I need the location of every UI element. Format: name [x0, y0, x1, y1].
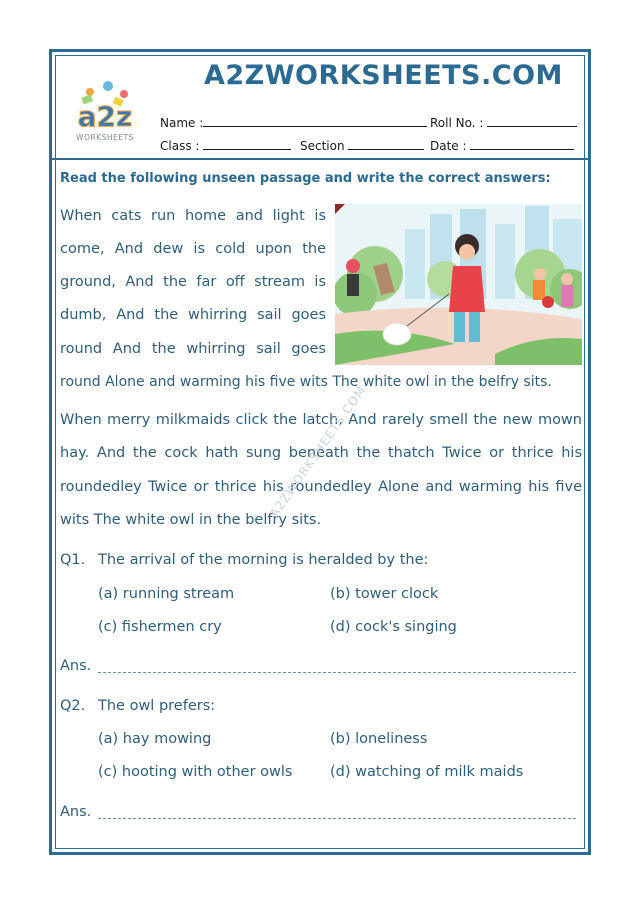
question-1-answer-line[interactable]	[98, 672, 576, 673]
question-2-option-c[interactable]: (c) hooting with other owls	[98, 764, 293, 780]
passage-line: come, And dew is cold upon the	[60, 241, 326, 257]
section-label: Section	[300, 139, 345, 153]
watermark: A2ZWORKSHEETS.COM	[267, 383, 369, 521]
passage-line: round And the whirring sail goes	[60, 341, 326, 357]
name-field[interactable]	[160, 115, 427, 130]
class-line[interactable]	[203, 138, 291, 150]
date-line[interactable]	[470, 138, 574, 150]
logo-letters: a2z	[77, 100, 133, 133]
date-field[interactable]	[430, 138, 574, 153]
passage-line: wits The white owl in the belfry sits.	[60, 512, 322, 528]
class-label: Class :	[160, 139, 200, 153]
passage-line: When merry milkmaids click the latch, And rarely smell the new mown	[60, 412, 582, 428]
roll-label: Roll No. :	[430, 116, 484, 130]
question-1-option-b[interactable]: (b) tower clock	[330, 586, 439, 602]
question-1-option-c[interactable]: (c) fishermen cry	[98, 619, 222, 635]
worksheet-frame	[49, 49, 591, 855]
question-1-ans-label: Ans.	[60, 658, 92, 674]
logo-subtext: WORKSHEETS	[76, 133, 134, 142]
instruction: Read the following unseen passage and write the correct answers:	[60, 171, 551, 186]
passage-line: roundedley Twice or thrice his roundedley Alone and warming his five	[60, 479, 582, 495]
passage-line: When cats run home and light is	[60, 208, 326, 224]
name-line[interactable]	[203, 115, 427, 127]
question-2-option-b[interactable]: (b) loneliness	[330, 731, 428, 747]
question-1-option-a[interactable]: (a) running stream	[98, 586, 235, 602]
passage-line: dumb, And the whirring sail goes	[60, 307, 326, 323]
roll-line[interactable]	[487, 115, 577, 127]
class-field[interactable]	[160, 138, 291, 153]
roll-field[interactable]	[430, 115, 577, 130]
passage-line: hay. And the cock hath sung beneath the thatch Twice or thrice his	[60, 445, 582, 461]
question-1-option-d[interactable]: (d) cock's singing	[330, 619, 457, 635]
a2z-logo	[60, 74, 150, 149]
section-line[interactable]	[348, 138, 424, 150]
passage-line: round Alone and warming his five wits The white owl in the belfry sits.	[60, 374, 552, 390]
question-1-number: Q1.	[60, 552, 86, 568]
name-label: Name :	[160, 116, 204, 130]
park-illustration	[335, 204, 582, 365]
question-2-option-a[interactable]: (a) hay mowing	[98, 731, 212, 747]
site-title: A2ZWORKSHEETS.COM	[204, 60, 563, 91]
section-field[interactable]	[300, 138, 424, 153]
question-2-option-d[interactable]: (d) watching of milk maids	[330, 764, 524, 780]
worksheet-header	[52, 52, 588, 160]
question-2-text: The owl prefers:	[98, 698, 216, 714]
question-2-ans-label: Ans.	[60, 804, 92, 820]
passage-line: ground, And the far off stream is	[60, 274, 326, 290]
question-1-text: The arrival of the morning is heralded by the:	[98, 552, 429, 568]
question-2-answer-line[interactable]	[98, 818, 576, 819]
date-label: Date :	[430, 139, 467, 153]
question-2-number: Q2.	[60, 698, 86, 714]
